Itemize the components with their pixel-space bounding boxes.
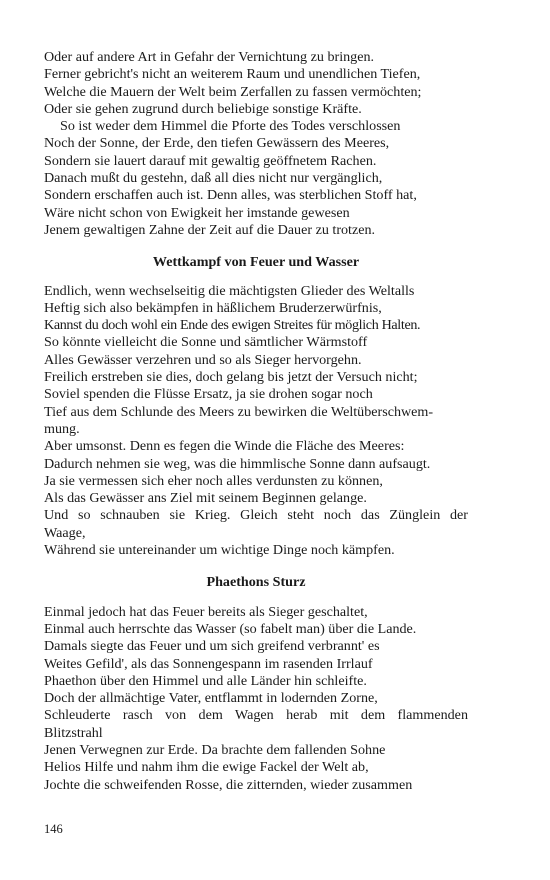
verse-line: Waage, [44, 524, 86, 541]
verse-line: mung. [44, 420, 80, 437]
verse-line: Oder auf andere Art in Gefahr der Vernichtung zu bringen. [44, 49, 375, 65]
verse-line: Blitzstrahl [44, 724, 103, 741]
verse-line: Freilich erstreben sie dies, doch gelang bis jetzt der Versuch nicht; [44, 369, 418, 386]
verse-line: Einmal auch herrschte das Wasser (so fabelt man) über die Lande. [44, 620, 417, 637]
section-heading-wettkampf: Wettkampf von Feuer und Wasser [152, 254, 360, 271]
verse-line: Und so schnauben sie Krieg. Gleich steht noch das Zünglein der [44, 507, 468, 524]
verse-line: Sondern sie lauert darauf mit gewaltig geöffnetem Rachen. [44, 152, 377, 169]
verse-line: Jenem gewaltigen Zahne der Zeit auf die Dauer zu trotzen. [44, 221, 376, 238]
section-spacer [44, 272, 468, 283]
section-heading-phaethon: Phaethons Sturz [206, 574, 306, 591]
verse-line: Danach mußt du gestehn, daß all dies nicht nur vergänglich, [44, 170, 383, 187]
verse-line: Während sie untereinander um wichtige Dinge noch kämpfen. [44, 542, 395, 559]
verse-line: So könnte vielleicht die Sonne und sämtlicher Wärmstoff [44, 334, 368, 351]
verse-line: Ja sie vermessen sich eher noch alles verdunsten zu können, [44, 472, 383, 489]
section-spacer [44, 559, 468, 574]
verse-line: Alles Gewässer verzehren und so als Sieger hervorgehn. [44, 351, 362, 368]
verse-line: Dadurch nehmen sie weg, was die himmlische Sonne dann aufsaugt. [44, 455, 431, 472]
verse-line: Soviel spenden die Flüsse Ersatz, ja sie drohen sogar noch [44, 386, 373, 403]
verse-line: Damals siegte das Feuer und um sich greifend verbrannt' es [44, 638, 380, 655]
verse-line: Tief aus dem Schlunde des Meers zu bewirken die Weltüberschwem- [44, 403, 434, 420]
verse-line: Als das Gewässer ans Ziel mit seinem Beginnen gelange. [44, 490, 367, 507]
verse-line: Aber umsonst. Denn es fegen die Winde die Fläche des Meeres: [44, 438, 405, 455]
verse-line: Einmal jedoch hat das Feuer bereits als Sieger geschaltet, [44, 603, 368, 620]
verse-block-intro [44, 49, 468, 239]
verse-line: Heftig sich also bekämpfen in häßlichem Bruderzerwürfnis, [44, 299, 382, 316]
verse-line: Sondern erschaffen auch ist. Denn alles, was sterblichen Stoff hat, [44, 187, 417, 204]
verse-line: Oder sie gehen zugrund durch beliebige sonstige Kräfte. [44, 100, 362, 117]
verse-block-phaethon [44, 604, 468, 794]
verse-block-wettkampf [44, 283, 468, 560]
section-spacer [44, 239, 468, 254]
verse-line: Endlich, wenn wechselseitig die mächtigsten Glieder des Weltalls [44, 282, 415, 299]
verse-line: Doch der allmächtige Vater, entflammt in lodernden Zorne, [44, 690, 378, 707]
verse-line: Schleuderte rasch von dem Wagen herab mit dem flammenden [44, 707, 468, 724]
verse-line: Weites Gefild', als das Sonnengespann im rasenden Irrlauf [44, 655, 373, 672]
verse-line: Jochte die schweifenden Rosse, die zitternden, wieder zusammen [44, 776, 413, 793]
verse-line: Wäre nicht schon von Ewigkeit her imstande gewesen [44, 204, 350, 221]
verse-line: Welche die Mauern der Welt beim Zerfallen zu fassen vermöchten; [44, 83, 422, 100]
verse-line: Ferner gebricht's nicht an weiterem Raum und unendlichen Tiefen, [44, 66, 421, 83]
verse-line: Helios Hilfe und nahm ihm die ewige Fackel der Welt ab, [44, 759, 369, 776]
verse-line: So ist weder dem Himmel die Pforte des Todes verschlossen [60, 118, 401, 135]
verse-line: Jenen Verwegnen zur Erde. Da brachte dem fallenden Sohne [44, 741, 386, 758]
page-body [44, 49, 468, 794]
verse-line: Noch der Sonne, der Erde, den tiefen Gewässern des Meeres, [44, 135, 390, 152]
verse-line: Phaethon über den Himmel und alle Länder hin schleifte. [44, 672, 367, 689]
page-number: 146 [44, 822, 63, 836]
section-spacer [44, 592, 468, 604]
verse-line: Kannst du doch wohl ein Ende des ewigen Streites für möglich Halten. [44, 317, 421, 334]
